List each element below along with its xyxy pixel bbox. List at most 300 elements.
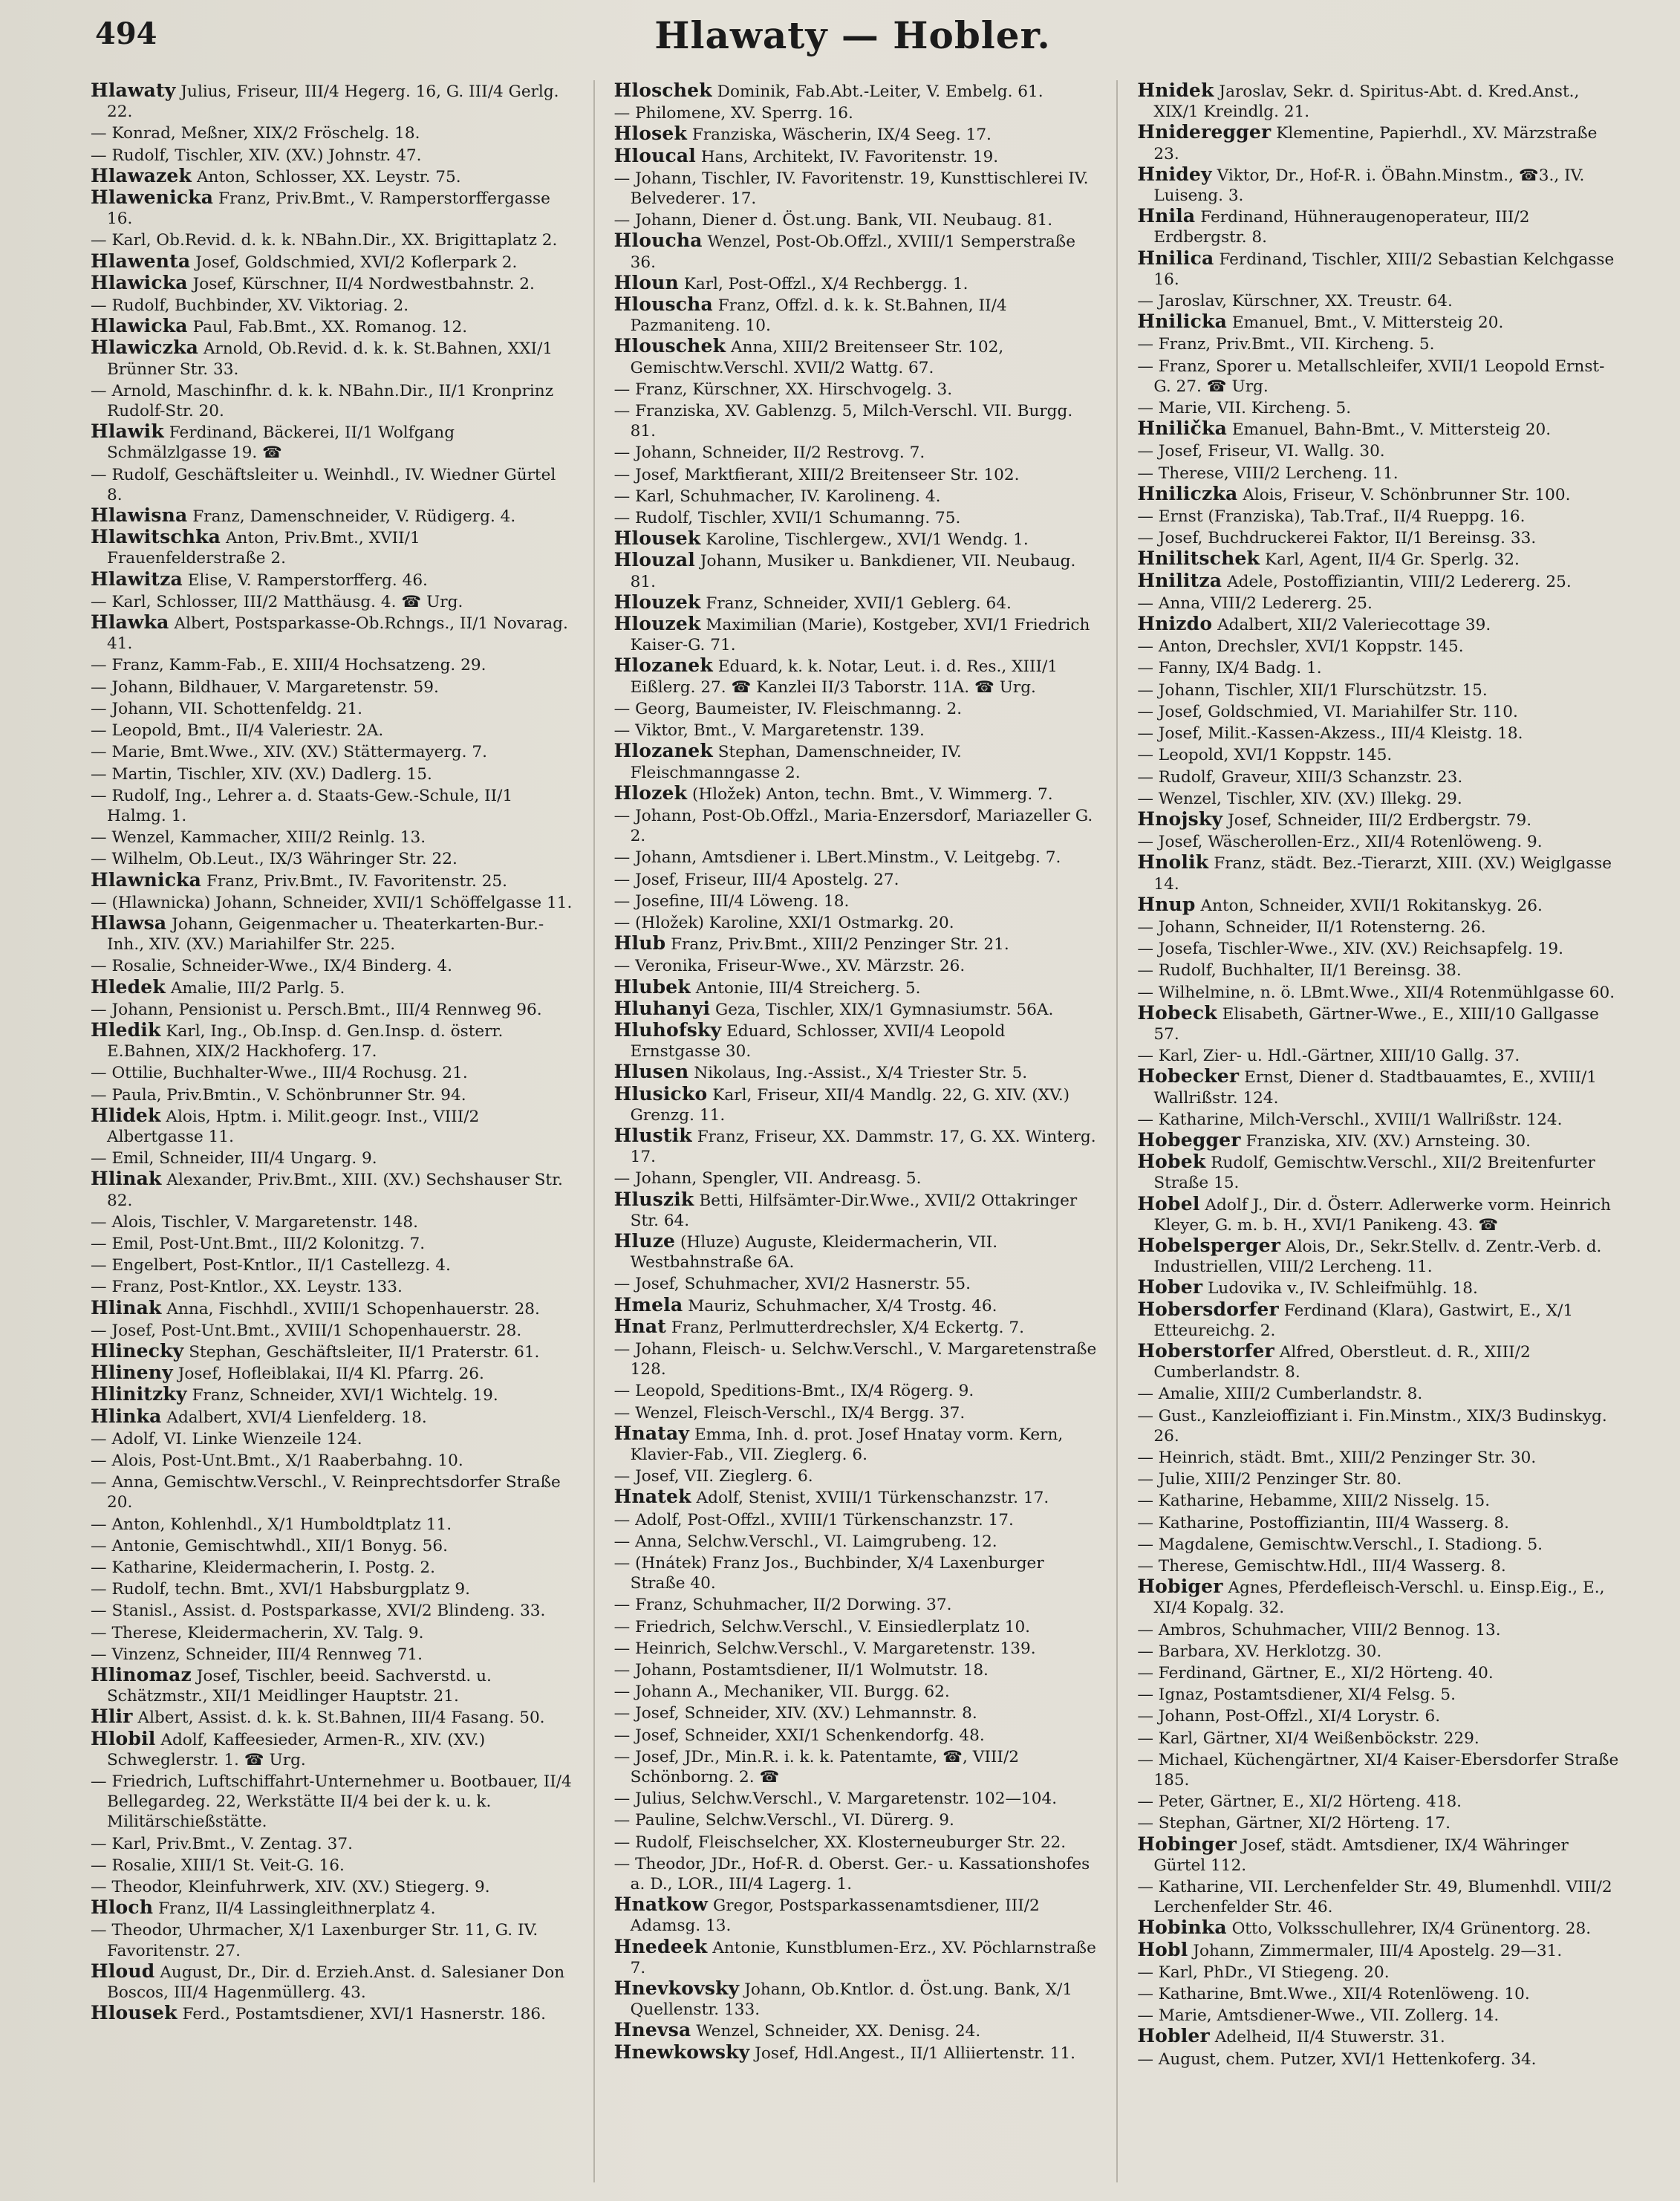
directory-entry bbox=[1137, 484, 1621, 505]
directory-entry bbox=[91, 122, 574, 143]
directory-entry bbox=[1137, 206, 1621, 247]
directory-entry bbox=[1137, 1044, 1621, 1066]
entry-details: Stephan, Geschäftsleiter, II/1 Praterstr. 61. bbox=[189, 1342, 540, 1362]
entry-details: — Julie, XIII/2 Penzinger Str. 80. bbox=[1137, 1470, 1402, 1489]
directory-entry bbox=[91, 1147, 574, 1168]
directory-entry bbox=[614, 2020, 1098, 2041]
entry-details: — Alois, Tischler, V. Margaretenstr. 148. bbox=[91, 1212, 418, 1232]
entry-details: — August, chem. Putzer, XVI/1 Hettenkoferg. 34. bbox=[1137, 2049, 1537, 2069]
directory-entry bbox=[1137, 959, 1621, 981]
directory-entry bbox=[1137, 1446, 1621, 1468]
directory-entry bbox=[1137, 787, 1621, 809]
entry-details: — Karl, Schlosser, III/2 Matthäusg. 4. ☎ Urg. bbox=[91, 592, 463, 611]
entry-details: — Amalie, XIII/2 Cumberlandstr. 8. bbox=[1137, 1385, 1423, 1404]
directory-entry bbox=[91, 1578, 574, 1599]
entry-details: Otto, Volksschullehrer, IX/4 Grünentorg. 28. bbox=[1231, 1919, 1592, 1939]
entry-details: Agnes, Pferdefleisch-Verschl. u. Einsp.Eig., E., XI/4 Kopalg. 32. bbox=[1153, 1579, 1605, 1618]
entry-details: — Ernst (Franziska), Tab.Traf., II/4 Rueppg. 16. bbox=[1137, 507, 1526, 527]
entry-details: Alois, Hptm. i. Milit.geogr. Inst., VIII/2 Albertgasse 11. bbox=[107, 1107, 480, 1146]
directory-entry bbox=[614, 1787, 1098, 1809]
directory-entry bbox=[1137, 397, 1621, 418]
entry-details: — Stephan, Gärtner, XI/2 Hörteng. 17. bbox=[1137, 1814, 1451, 1833]
directory-entry bbox=[91, 1020, 574, 1062]
entry-details: Elise, V. Ramperstorfferg. 46. bbox=[187, 570, 428, 590]
entry-details: — Therese, Kleidermacherin, XV. Talg. 9. bbox=[91, 1623, 424, 1642]
entry-surname: Hnila bbox=[1137, 205, 1196, 227]
entry-surname: Hobiger bbox=[1137, 1576, 1223, 1598]
directory-entry bbox=[614, 1746, 1098, 1787]
directory-entry bbox=[614, 1724, 1098, 1746]
entry-surname: Hlouscha bbox=[613, 293, 713, 316]
entry-details: Ludovika v., IV. Schleifmühlg. 18. bbox=[1208, 1279, 1478, 1298]
directory-entry bbox=[614, 1978, 1098, 2020]
entry-details: Ferd., Postamtsdiener, XVI/1 Hasnerstr. 186. bbox=[182, 2005, 546, 2024]
entry-details: Johann, Geigenmacher u. Theaterkarten-Bur.-Inh., XIV. (XV.) Mariahilfer Str. 225. bbox=[107, 914, 544, 955]
entry-details: — (Hlawnicka) Johann, Schneider, XVII/1 Schöffelgasse 11. bbox=[91, 893, 573, 912]
entry-details: — Anna, Gemischtw.Verschl., V. Reinprechtsdorfer Straße 20. bbox=[91, 1473, 561, 1512]
entry-details: — Rudolf, Tischler, XIV. (XV.) Johnstr. 47. bbox=[91, 146, 422, 165]
directory-entry bbox=[1137, 2026, 1621, 2047]
entry-details: — Katharine, Kleidermacherin, I. Postg. 2. bbox=[91, 1558, 436, 1578]
entry-details: — Engelbert, Post-Kntlor., II/1 Castellezg. 4. bbox=[91, 1256, 451, 1275]
directory-entry bbox=[91, 464, 574, 505]
entry-surname: Hobelsperger bbox=[1137, 1234, 1281, 1256]
entry-details: Adolf, Stenist, XVIII/1 Türkenschanzstr. 17. bbox=[696, 1489, 1049, 1508]
entry-surname: Hlobil bbox=[91, 1727, 156, 1749]
entry-details: — Josef, Wäscherollen-Erz., XII/4 Rotenlöweng. 9. bbox=[1137, 833, 1543, 852]
directory-entry bbox=[614, 1486, 1098, 1508]
directory-entry bbox=[614, 336, 1098, 377]
entry-details: — Konrad, Meßner, XIX/2 Fröschelg. 18. bbox=[91, 124, 420, 143]
entry-details: Klementine, Papierhdl., XV. Märzstraße 23. bbox=[1153, 124, 1598, 163]
entry-surname: Hloun bbox=[613, 271, 679, 293]
directory-entry bbox=[1137, 355, 1621, 397]
entry-surname: Hnilitschek bbox=[1137, 547, 1260, 570]
directory-entry bbox=[91, 977, 574, 998]
directory-entry bbox=[1137, 527, 1621, 548]
entry-details: — Leopold, Speditions-Bmt., IX/4 Rögerg. 9. bbox=[613, 1382, 974, 1401]
entry-surname: Hlousek bbox=[613, 527, 701, 550]
entry-details: — Franz, Schuhmacher, II/2 Dorwing. 37. bbox=[613, 1596, 952, 1615]
directory-entry bbox=[91, 1062, 574, 1083]
entry-details: Josef, Goldschmied, XVI/2 Koflerpark 2. bbox=[195, 253, 518, 272]
entry-details: — Wilhelm, Ob.Leut., IX/3 Währinger Str. 22. bbox=[91, 850, 458, 869]
directory-entry bbox=[1137, 1619, 1621, 1640]
entry-details: Anton, Schneider, XVII/1 Rokitanskyg. 26. bbox=[1200, 896, 1543, 915]
directory-entry bbox=[91, 654, 574, 675]
entry-surname: Hledik bbox=[91, 1018, 161, 1041]
directory-entry bbox=[1137, 164, 1621, 206]
directory-entry bbox=[91, 848, 574, 869]
directory-entry bbox=[614, 614, 1098, 655]
entry-details: — Rosalie, XIII/1 St. Veit-G. 16. bbox=[91, 1856, 345, 1875]
entry-details: Antonie, Kunstblumen-Erz., XV. Pöchlarnstraße 7. bbox=[630, 1938, 1096, 1977]
entry-surname: Hloucal bbox=[613, 144, 696, 166]
directory-entry bbox=[614, 1702, 1098, 1723]
directory-entry bbox=[1137, 548, 1621, 570]
directory-entry bbox=[1137, 657, 1621, 678]
directory-entry bbox=[1137, 1108, 1621, 1130]
entry-details: — Josef, JDr., Min.R. i. k. k. Patentamte, ☎, VIII/2 Schönborng. 2. ☎ bbox=[613, 1747, 1019, 1787]
entry-details: Josef, Tischler, beeid. Sachverstd. u. Schätzmstr., XII/1 Meidlinger Hauptstr. 21. bbox=[107, 1667, 492, 1706]
directory-entry bbox=[1137, 1533, 1621, 1555]
entry-details: Franz, II/4 Lassingleithnerplatz 4. bbox=[158, 1899, 436, 1919]
entry-details: Karl, Post-Offzl., X/4 Rechbergg. 1. bbox=[683, 274, 968, 293]
entry-details: Alois, Friseur, V. Schönbrunner Str. 100. bbox=[1243, 485, 1571, 504]
entry-details: Adalbert, XVI/4 Lienfelderg. 18. bbox=[166, 1408, 427, 1427]
entry-details: — Leopold, Bmt., II/4 Valeriestr. 2A. bbox=[91, 721, 384, 741]
entry-details: — Theodor, JDr., Hof-R. d. Oberst. Ger.- u. Kassationshofes a. D., LOR., III/4 Lagerg. 1. bbox=[613, 1854, 1090, 1894]
entry-details: — Josefine, III/4 Löweng. 18. bbox=[613, 891, 850, 911]
entry-details: — Arnold, Maschinfhr. d. k. k. NBahn.Dir., II/1 Kronprinz Rudolf-Str. 20. bbox=[91, 381, 554, 421]
directory-entry bbox=[1137, 311, 1621, 333]
entry-details: Karl, Ing., Ob.Insp. d. Gen.Insp. d. österr. E.Bahnen, XIX/2 Hackhoferg. 17. bbox=[107, 1021, 504, 1062]
entry-details: Alexander, Priv.Bmt., XIII. (XV.) Sechshauser Str. 82. bbox=[107, 1171, 563, 1210]
entry-details: — Jaroslav, Kürschner, XX. Treustr. 64. bbox=[1137, 292, 1453, 311]
entry-surname: Hlawaty bbox=[91, 80, 176, 101]
entry-surname: Hlawisna bbox=[91, 504, 188, 527]
directory-entry bbox=[614, 804, 1098, 846]
entry-surname: Hobel bbox=[1137, 1192, 1200, 1215]
entry-surname: Hlinak bbox=[91, 1168, 162, 1190]
directory-entry bbox=[614, 378, 1098, 400]
entry-surname: Hnup bbox=[1137, 893, 1196, 915]
entry-details: Emanuel, Bahn-Bmt., V. Mittersteig 20. bbox=[1231, 420, 1552, 440]
entry-details: Arnold, Ob.Revid. d. k. k. St.Bahnen, XXI/1 Brünner Str. 33. bbox=[107, 339, 553, 379]
entry-details: — Stanisl., Assist. d. Postsparkasse, XVI/2 Blindeng. 33. bbox=[91, 1602, 546, 1621]
directory-entry bbox=[1137, 248, 1621, 290]
directory-entry bbox=[1137, 570, 1621, 592]
directory-entry bbox=[614, 1831, 1098, 1853]
directory-entry bbox=[91, 913, 574, 955]
directory-entry bbox=[91, 1471, 574, 1512]
directory-entry bbox=[91, 421, 574, 463]
entry-details: Franziska, Wäscherin, IX/4 Seeg. 17. bbox=[691, 126, 992, 145]
directory-entry bbox=[1137, 1555, 1621, 1576]
entry-details: — Martin, Tischler, XIV. (XV.) Dadlerg. 15. bbox=[91, 764, 432, 784]
entry-surname: Hlawicka bbox=[91, 271, 188, 293]
entry-details: — Johann, Diener d. Öst.ung. Bank, VII. Neubaug. 81. bbox=[613, 211, 1053, 230]
entry-surname: Hnat bbox=[613, 1315, 667, 1337]
column-divider bbox=[593, 80, 595, 2182]
entry-details: Alois, Dr., Sekr.Stellv. d. Zentr.-Verb. d. Industriellen, VIII/2 Lercheng. 11. bbox=[1153, 1237, 1602, 1277]
entry-details: — Barbara, XV. Herklotzg. 30. bbox=[1137, 1642, 1382, 1661]
directory-entry bbox=[1137, 2004, 1621, 2026]
directory-entry bbox=[614, 1423, 1098, 1465]
directory-entry bbox=[1137, 1277, 1621, 1298]
entry-details: — Rosalie, Schneider-Wwe., IX/4 Binderg. 4. bbox=[91, 957, 453, 976]
entry-details: Franz, Friseur, XX. Dammstr. 17, G. XX. Winterg. 17. bbox=[630, 1127, 1096, 1167]
directory-entry bbox=[614, 1616, 1098, 1637]
entry-surname: Hlubek bbox=[613, 975, 691, 998]
entry-surname: Hlawnicka bbox=[91, 868, 202, 891]
directory-entry bbox=[1137, 1489, 1621, 1511]
entry-details: — Karl, Priv.Bmt., V. Zentag. 37. bbox=[91, 1834, 353, 1853]
entry-details: Franz, Priv.Bmt., XIII/2 Penzinger Str. 21. bbox=[671, 935, 1009, 955]
entry-surname: Hloud bbox=[91, 1960, 155, 1982]
entry-details: Alfred, Oberstleut. d. R., XIII/2 Cumberlandstr. 8. bbox=[1153, 1342, 1531, 1382]
entry-details: — Katharine, Hebamme, XIII/2 Nisselg. 15. bbox=[1137, 1492, 1491, 1511]
entry-details: — Theodor, Uhrmacher, X/1 Laxenburger Str. 11, G. IV. Favoritenstr. 27. bbox=[91, 1921, 538, 1960]
directory-entry bbox=[614, 485, 1098, 507]
entry-details: Nikolaus, Ing.-Assist., X/4 Triester Str. 5. bbox=[694, 1064, 1028, 1083]
entry-details: — Josef, Post-Unt.Bmt., XVIII/1 Schopenhauerstr. 28. bbox=[91, 1321, 522, 1340]
directory-entry bbox=[614, 1338, 1098, 1379]
entry-surname: Hobecker bbox=[1137, 1065, 1240, 1088]
directory-entry bbox=[614, 846, 1098, 868]
entry-details: — Michael, Küchengärtner, XI/4 Kaiser-Ebersdorfer Straße 185. bbox=[1137, 1750, 1619, 1790]
entry-surname: Hluhofsky bbox=[613, 1018, 722, 1041]
directory-entry bbox=[91, 784, 574, 826]
entry-details: Adalbert, XII/2 Valeriecottage 39. bbox=[1217, 616, 1491, 635]
entry-surname: Hluhanyi bbox=[613, 997, 711, 1019]
entry-surname: Hlouzal bbox=[613, 549, 695, 571]
directory-entry bbox=[91, 741, 574, 762]
entry-details: — Johann, Fleisch- u. Selchw.Verschl., V. Margaretenstraße 128. bbox=[613, 1339, 1097, 1379]
entry-details: — Rudolf, Buchhalter, II/1 Bereinsg. 38. bbox=[1137, 961, 1462, 981]
directory-entry bbox=[614, 698, 1098, 719]
entry-details: Albert, Assist. d. k. k. St.Bahnen, III/4 Fasang. 50. bbox=[137, 1709, 545, 1728]
directory-entry bbox=[1137, 766, 1621, 787]
directory-entry bbox=[91, 591, 574, 612]
page-number: 494 bbox=[95, 16, 157, 51]
column-divider bbox=[1116, 80, 1118, 2182]
directory-entry bbox=[614, 1020, 1098, 1062]
entry-details: — Josefa, Tischler-Wwe., XIV. (XV.) Reichsapfelg. 19. bbox=[1137, 940, 1563, 959]
entry-details: — Josef, Buchdruckerei Faktor, II/1 Bereinsg. 33. bbox=[1137, 529, 1537, 548]
entry-surname: Hnewkowsky bbox=[613, 2041, 750, 2063]
directory-entry bbox=[1137, 1512, 1621, 1533]
entry-details: — Josef, VII. Zieglerg. 6. bbox=[613, 1467, 813, 1486]
directory-entry bbox=[91, 1275, 574, 1297]
entry-surname: Hlinitzky bbox=[91, 1383, 187, 1405]
entry-details: Eduard, k. k. Notar, Leut. i. d. Res., XIII/1 Eißlerg. 27. ☎ Kanzlei II/3 Taborstr. 11A. ☎ Urg. bbox=[630, 657, 1058, 697]
directory-entry bbox=[1137, 981, 1621, 1003]
entry-details: Wenzel, Post-Ob.Offzl., XVIII/1 Semperstraße 36. bbox=[630, 233, 1076, 272]
directory-entry bbox=[614, 464, 1098, 485]
directory-entry bbox=[91, 698, 574, 719]
directory-entry bbox=[614, 1316, 1098, 1338]
directory-entry bbox=[91, 676, 574, 698]
directory-entry bbox=[91, 1168, 574, 1210]
entry-details: — Franz, Kamm-Fab., E. XIII/4 Hochsatzeng. 29. bbox=[91, 656, 486, 675]
directory-entry bbox=[91, 380, 574, 421]
directory-entry bbox=[614, 1295, 1098, 1316]
entry-details: — Wenzel, Kammacher, XIII/2 Reinlg. 13. bbox=[91, 828, 426, 848]
directory-entry bbox=[91, 1298, 574, 1319]
directory-entry bbox=[1137, 744, 1621, 765]
entry-details: Albert, Postsparkasse-Ob.Rchngs., II/1 Novarag. 41. bbox=[107, 614, 568, 654]
directory-entry bbox=[614, 146, 1098, 167]
directory-entry bbox=[1137, 1961, 1621, 1983]
entry-surname: Hniliczka bbox=[1137, 482, 1238, 504]
entry-details: Ferdinand, Tischler, XIII/2 Sebastian Kelchgasse 16. bbox=[1153, 250, 1615, 289]
entry-details: Karl, Friseur, XII/4 Mandlg. 22, G. XIV. (XV.) Grenzg. 11. bbox=[630, 1085, 1070, 1125]
entry-details: Josef, Kürschner, II/4 Nordwestbahnstr. 2. bbox=[192, 274, 535, 293]
entry-details: Adolf J., Dir. d. Österr. Adlerwerke vorm. Heinrich Kleyer, G. m. b. H., XVI/1 Panikeng. 43. ☎ bbox=[1153, 1195, 1611, 1235]
entry-details: — Johann, Schneider, II/1 Rotensterng. 26. bbox=[1137, 917, 1486, 937]
entry-details: — Wilhelmine, n. ö. LBmt.Wwe., XII/4 Rotenmühlgasse 60. bbox=[1137, 983, 1615, 1002]
entry-surname: Hnilička bbox=[1137, 417, 1227, 440]
entry-details: — Josef, Friseur, III/4 Apostelg. 27. bbox=[613, 870, 899, 889]
entry-surname: Hlawenicka bbox=[91, 186, 214, 209]
directory-entry bbox=[614, 592, 1098, 614]
entry-details: Anton, Schlosser, XX. Leystr. 75. bbox=[196, 167, 461, 186]
entry-surname: Hnilitza bbox=[1137, 569, 1222, 591]
entry-details: — Franz, Kürschner, XX. Hirschvogelg. 3. bbox=[613, 380, 953, 399]
directory-entry bbox=[1137, 1790, 1621, 1812]
directory-entry bbox=[1137, 1194, 1621, 1235]
directory-entry bbox=[614, 1809, 1098, 1830]
directory-entry bbox=[614, 868, 1098, 890]
entry-details: — Peter, Gärtner, E., XI/2 Hörteng. 418. bbox=[1137, 1792, 1462, 1812]
entry-details: — Antonie, Gemischtwhdl., XII/1 Bonyg. 56. bbox=[91, 1536, 449, 1555]
directory-entry bbox=[1137, 1235, 1621, 1277]
entry-surname: Hlidek bbox=[91, 1104, 161, 1126]
directory-entry bbox=[91, 1232, 574, 1254]
directory-columns bbox=[91, 80, 1621, 2182]
entry-details: — Karl, Zier- u. Hdl.-Gärtner, XIII/10 Gallg. 37. bbox=[1137, 1047, 1520, 1066]
directory-entry bbox=[91, 1643, 574, 1665]
entry-surname: Hlawitza bbox=[91, 568, 183, 590]
entry-details: Franz, Schneider, XVI/1 Wichtelg. 19. bbox=[192, 1386, 498, 1405]
directory-entry bbox=[1137, 1003, 1621, 1044]
entry-details: August, Dr., Dir. d. Erzieh.Anst. d. Salesianer Don Boscos, III/4 Hagenmüllerg. 43. bbox=[107, 1963, 565, 2003]
directory-entry bbox=[91, 229, 574, 250]
entry-details: — Johann, Spengler, VII. Andreasg. 5. bbox=[613, 1169, 922, 1189]
directory-entry bbox=[614, 741, 1098, 782]
entry-surname: Hobersdorfer bbox=[1137, 1298, 1279, 1320]
entry-surname: Hnojsky bbox=[1137, 807, 1223, 830]
entry-details: — Katharine, VII. Lerchenfelder Str. 49, Blumenhdl. VIII/2 Lerchenfelder Str. 46. bbox=[1137, 1878, 1612, 1917]
directory-entry bbox=[91, 1449, 574, 1471]
directory-entry bbox=[614, 933, 1098, 955]
entry-surname: Hlub bbox=[613, 932, 666, 955]
entry-details: Franz, Damenschneider, V. Rüdigerg. 4. bbox=[192, 507, 516, 527]
directory-entry bbox=[614, 2042, 1098, 2064]
directory-entry bbox=[1137, 122, 1621, 163]
entry-surname: Hnevsa bbox=[613, 2019, 691, 2041]
directory-entry bbox=[614, 1937, 1098, 1978]
entry-surname: Hnideregger bbox=[1137, 121, 1272, 143]
column-left bbox=[91, 80, 574, 2182]
entry-details: — Gust., Kanzleioffiziant i. Fin.Minstm., XIX/3 Budinskyg. 26. bbox=[1137, 1406, 1607, 1446]
entry-surname: Hnizdo bbox=[1137, 613, 1213, 635]
directory-entry bbox=[91, 1254, 574, 1275]
directory-entry bbox=[614, 167, 1098, 209]
entry-details: Josef, Hdl.Angest., II/1 Alliiertenstr. 11. bbox=[755, 2044, 1075, 2063]
directory-entry bbox=[614, 1231, 1098, 1272]
entry-details: — Johann, Pensionist u. Persch.Bmt., III/4 Rennweg 96. bbox=[91, 1000, 542, 1019]
directory-entry bbox=[91, 1854, 574, 1876]
entry-details: — Magdalene, Gemischtw.Verschl., I. Stadiong. 5. bbox=[1137, 1535, 1543, 1554]
directory-entry bbox=[614, 977, 1098, 998]
entry-details: — Josef, Milit.-Kassen-Akzess., III/4 Kleistg. 18. bbox=[1137, 724, 1523, 744]
entry-details: — Pauline, Selchw.Verschl., VI. Dürerg. 9. bbox=[613, 1811, 954, 1830]
entry-details: — Georg, Baumeister, IV. Fleischmanng. 2. bbox=[613, 699, 963, 718]
directory-entry bbox=[614, 719, 1098, 741]
directory-entry bbox=[1137, 290, 1621, 311]
entry-details: Josef, städt. Amtsdiener, IX/4 Währinger Gürtel 112. bbox=[1153, 1836, 1569, 1875]
entry-surname: Hlineny bbox=[91, 1362, 173, 1384]
directory-entry bbox=[1137, 700, 1621, 722]
entry-surname: Hobek bbox=[1137, 1151, 1206, 1173]
directory-entry bbox=[614, 1637, 1098, 1659]
directory-entry bbox=[1137, 1130, 1621, 1151]
directory-entry bbox=[91, 1770, 574, 1833]
directory-entry bbox=[1137, 852, 1621, 894]
entry-surname: Hnatek bbox=[613, 1486, 691, 1508]
directory-entry bbox=[91, 763, 574, 784]
entry-details: Ferdinand, Bäckerei, II/1 Wolfgang Schmälzlgasse 19. ☎ bbox=[107, 423, 455, 463]
entry-details: Emma, Inh. d. prot. Josef Hnatay vorm. Kern, Klavier-Fab., VII. Zieglerg. 6. bbox=[630, 1425, 1064, 1464]
entry-details: Franz, Priv.Bmt., V. Ramperstorffergasse 16. bbox=[107, 189, 550, 229]
directory-entry bbox=[1137, 1341, 1621, 1382]
entry-details: (Hluze) Auguste, Kleidermacherin, VII. Westbahnstraße 6A. bbox=[630, 1232, 998, 1272]
entry-surname: Hlustik bbox=[613, 1124, 692, 1146]
directory-entry bbox=[614, 400, 1098, 441]
entry-details: — Franz, Post-Kntlor., XX. Leystr. 133. bbox=[91, 1278, 403, 1297]
entry-details: — Katharine, Milch-Verschl., XVIII/1 Wallrißstr. 124. bbox=[1137, 1110, 1563, 1129]
directory-entry bbox=[614, 123, 1098, 145]
directory-entry bbox=[91, 1622, 574, 1643]
entry-details: — Johann A., Mechaniker, VII. Burgg. 62. bbox=[613, 1683, 950, 1702]
directory-entry bbox=[1137, 1876, 1621, 1917]
running-title: Hlawaty — Hobler. bbox=[654, 13, 1051, 57]
directory-entry bbox=[91, 1362, 574, 1384]
entry-details: Johann, Musiker u. Bankdiener, VII. Neubaug. 81. bbox=[630, 552, 1076, 591]
directory-entry bbox=[1137, 1640, 1621, 1662]
entry-details: — Julius, Selchw.Verschl., V. Margaretenstr. 102—104. bbox=[613, 1789, 1058, 1809]
entry-details: — Marie, VII. Kircheng. 5. bbox=[1137, 399, 1352, 418]
entry-surname: Hlozanek bbox=[613, 654, 713, 677]
entry-surname: Hloch bbox=[91, 1896, 154, 1919]
entry-details: Hans, Architekt, IV. Favoritenstr. 19. bbox=[700, 147, 999, 166]
directory-entry bbox=[614, 209, 1098, 230]
directory-entry bbox=[1137, 462, 1621, 484]
directory-entry bbox=[91, 1105, 574, 1147]
directory-entry bbox=[91, 1513, 574, 1535]
directory-entry bbox=[614, 1552, 1098, 1593]
entry-details: Wenzel, Schneider, XX. Denisg. 24. bbox=[696, 2022, 981, 2041]
entry-details: Franz, Schneider, XVII/1 Geblerg. 64. bbox=[706, 594, 1012, 613]
entry-details: — Josef, Schneider, XIV. (XV.) Lehmannstr. 8. bbox=[613, 1704, 977, 1723]
entry-details: — Johann, Schneider, II/2 Restrovg. 7. bbox=[613, 443, 925, 463]
directory-entry bbox=[614, 230, 1098, 272]
entry-details: — Ambros, Schuhmacher, VIII/2 Bennog. 13. bbox=[1137, 1620, 1501, 1639]
entry-details: Karl, Agent, II/4 Gr. Sperlg. 32. bbox=[1264, 550, 1520, 570]
entry-details: — (Hnátek) Franz Jos., Buchbinder, X/4 Laxenburger Straße 40. bbox=[613, 1554, 1044, 1593]
entry-details: Josef, Hofleiblakai, II/4 Kl. Pfarrg. 26. bbox=[178, 1365, 484, 1384]
entry-details: — Rudolf, Fleischselcher, XX. Klosterneuburger Str. 22. bbox=[613, 1833, 1067, 1852]
directory-entry bbox=[91, 273, 574, 294]
directory-entry bbox=[1137, 1683, 1621, 1705]
entry-details: — Adolf, VI. Linke Wienzeile 124. bbox=[91, 1429, 362, 1449]
entry-details: — Josef, Marktfierant, XIII/2 Breitenseer Str. 102. bbox=[613, 465, 1020, 484]
entry-details: — Heinrich, Selchw.Verschl., V. Margaretenstr. 139. bbox=[613, 1639, 1036, 1658]
entry-details: — Anna, VIII/2 Ledererg. 25. bbox=[1137, 594, 1373, 613]
entry-details: — Franz, Priv.Bmt., VII. Kircheng. 5. bbox=[1137, 335, 1435, 354]
directory-entry bbox=[91, 1428, 574, 1449]
directory-entry bbox=[91, 1084, 574, 1105]
entry-surname: Hlawka bbox=[91, 611, 169, 634]
entry-surname: Hlawenta bbox=[91, 250, 191, 272]
directory-entry bbox=[91, 1406, 574, 1428]
entry-details: — (Hložek) Karoline, XXI/1 Ostmarkg. 20. bbox=[613, 913, 954, 932]
directory-entry bbox=[614, 273, 1098, 294]
entry-surname: Hlouzek bbox=[613, 591, 701, 613]
entry-details: — Anna, Selchw.Verschl., VI. Laimgrubeng. 12. bbox=[613, 1532, 997, 1551]
